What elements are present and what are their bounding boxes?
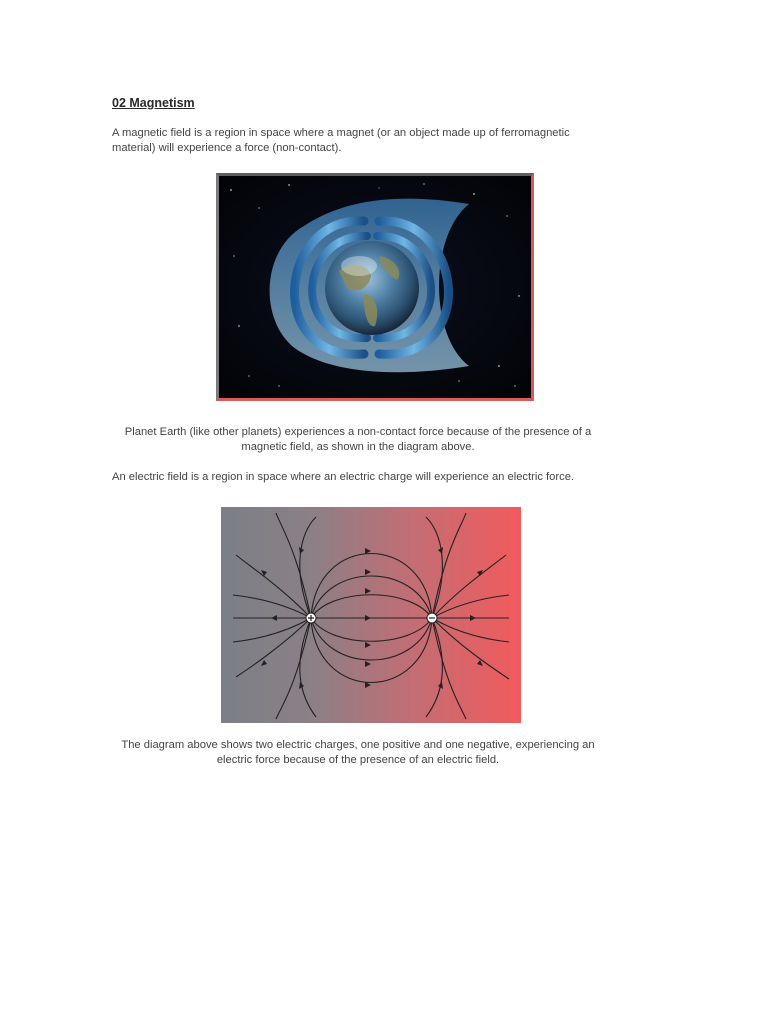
positive-charge [306, 613, 316, 623]
earth-figure-caption: Planet Earth (like other planets) experiences a non-contact force because of the presence of a magnetic field, as shown in the diagram above. [124, 426, 592, 453]
section-title: 02 Magnetism [112, 96, 195, 110]
electric-field-definition: An electric field is a region in space where an electric charge will experience an electric force. [112, 471, 575, 483]
earth-magnetic-field-image [216, 173, 534, 401]
field-lines [233, 513, 509, 719]
negative-charge [427, 613, 437, 623]
magnetic-field-definition: A magnetic field is a region in space where a magnet (or an object made up of ferromagnetic material) will experience a force (non-contact). [112, 127, 570, 154]
dipole-field-lines [221, 507, 521, 723]
earth-magnetosphere-illustration [219, 176, 531, 398]
charges-figure-caption: The diagram above shows two electric charges, one positive and one negative, experiencing an electric force because of the presence of an electric field. [121, 739, 595, 766]
electric-dipole-diagram [221, 507, 521, 723]
